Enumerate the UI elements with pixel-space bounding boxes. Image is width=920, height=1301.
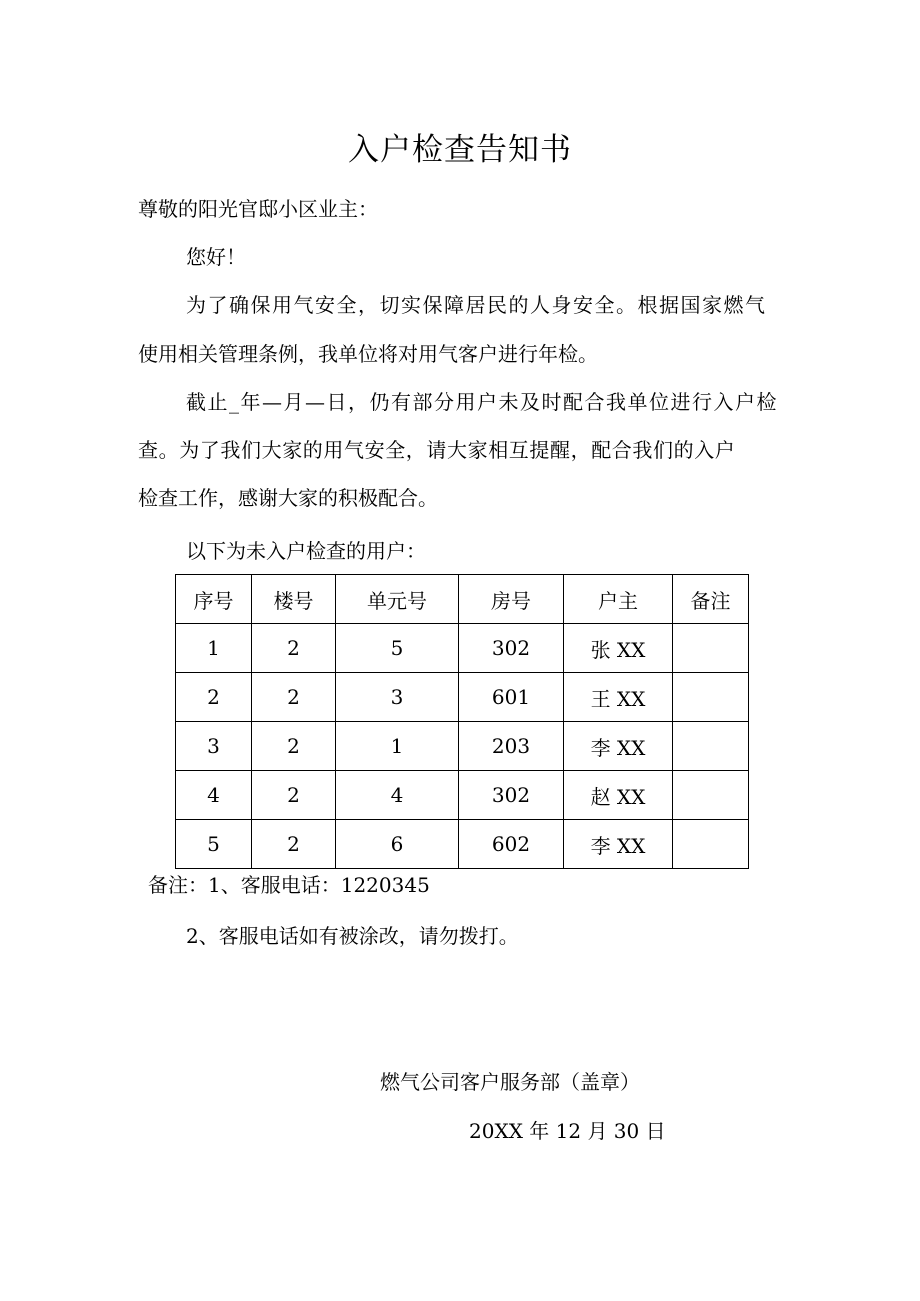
paragraph-2-line-1: 截止_年—月—日，仍有部分用户未及时配合我单位进行入户检 (186, 390, 778, 414)
cell-owner: 张 XX (564, 624, 673, 673)
signer: 燃气公司客户服务部（盖章） (380, 1070, 640, 1094)
cell-building: 2 (252, 624, 336, 673)
list-intro: 以下为未入户检查的用户： (186, 539, 426, 563)
cell-building: 2 (252, 673, 336, 722)
cell-owner: 王 XX (564, 673, 673, 722)
table-row (176, 673, 749, 722)
cell-remark (673, 722, 749, 771)
table-row (176, 771, 749, 820)
note-2: 2、客服电话如有被涂改，请勿拨打。 (186, 924, 519, 948)
cell-building: 2 (252, 771, 336, 820)
table-row (176, 624, 749, 673)
cell-room: 601 (459, 673, 564, 722)
paragraph-1-line-2: 使用相关管理条例，我单位将对用气客户进行年检。 (138, 342, 598, 366)
cell-remark (673, 624, 749, 673)
table-header-row (176, 575, 749, 624)
cell-unit: 3 (336, 673, 459, 722)
column-header-owner: 户主 (564, 575, 673, 624)
cell-remark (673, 771, 749, 820)
cell-unit: 5 (336, 624, 459, 673)
table-row (176, 722, 749, 771)
cell-building: 2 (252, 820, 336, 869)
column-header-room: 房号 (459, 575, 564, 624)
uninspected-users-table (175, 574, 749, 869)
cell-owner: 赵 XX (564, 771, 673, 820)
paragraph-2-line-3: 检查工作，感谢大家的积极配合。 (138, 486, 438, 510)
cell-building: 2 (252, 722, 336, 771)
cell-room: 602 (459, 820, 564, 869)
column-header-unit: 单元号 (336, 575, 459, 624)
paragraph-1-line-1: 为了确保用气安全，切实保障居民的人身安全。根据国家燃气 (186, 293, 767, 317)
cell-room: 302 (459, 771, 564, 820)
cell-index: 1 (176, 624, 252, 673)
signing-date: 20XX 年 12 月 30 日 (469, 1119, 666, 1143)
paragraph-2-line-2: 查。为了我们大家的用气安全，请大家相互提醒，配合我们的入户 (138, 438, 736, 462)
cell-index: 5 (176, 820, 252, 869)
cell-room: 302 (459, 624, 564, 673)
table-row (176, 820, 749, 869)
cell-unit: 1 (336, 722, 459, 771)
cell-remark (673, 820, 749, 869)
cell-index: 2 (176, 673, 252, 722)
column-header-building: 楼号 (252, 575, 336, 624)
cell-unit: 4 (336, 771, 459, 820)
cell-owner: 李 XX (564, 722, 673, 771)
cell-unit: 6 (336, 820, 459, 869)
cell-index: 4 (176, 771, 252, 820)
document-title: 入户检查告知书 (348, 132, 572, 168)
greeting: 您好！ (186, 245, 246, 269)
cell-room: 203 (459, 722, 564, 771)
cell-owner: 李 XX (564, 820, 673, 869)
column-header-index: 序号 (176, 575, 252, 624)
column-header-remark: 备注 (673, 575, 749, 624)
cell-remark (673, 673, 749, 722)
cell-index: 3 (176, 722, 252, 771)
note-1: 备注：1、客服电话：1220345 (148, 873, 430, 897)
salutation: 尊敬的阳光官邸小区业主： (138, 197, 378, 221)
